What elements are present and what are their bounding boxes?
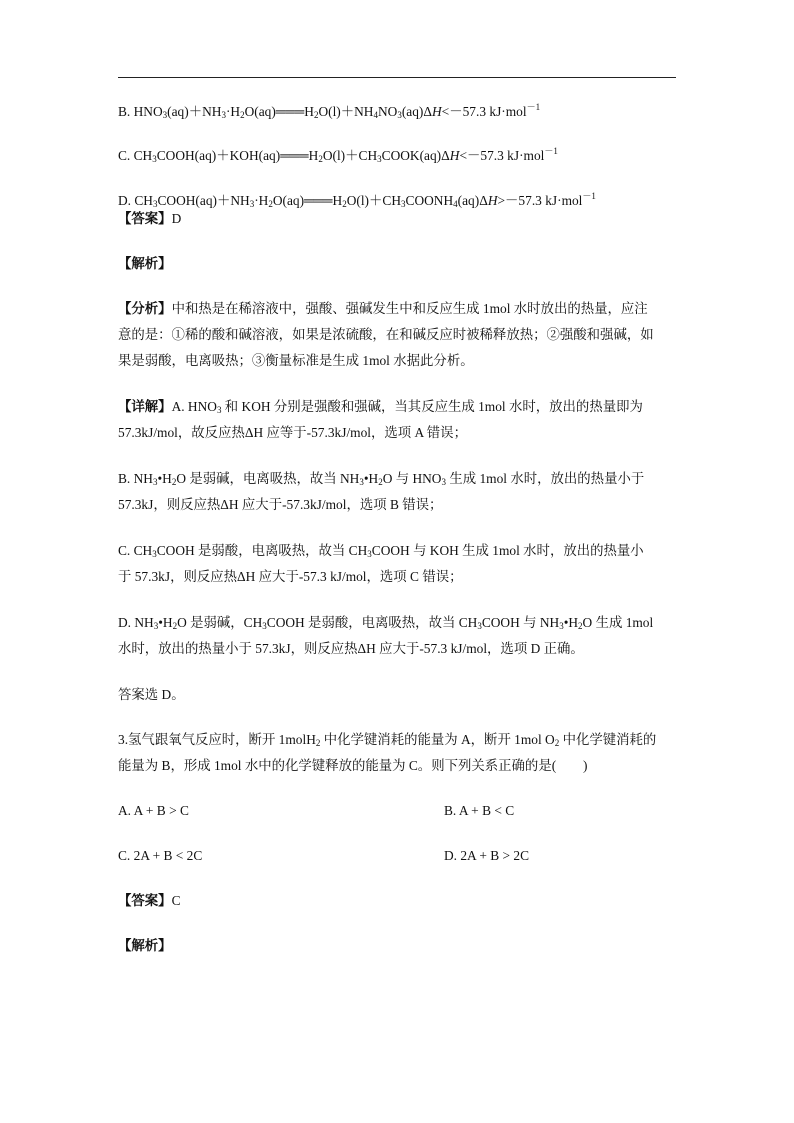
option-b-equation: B. $HNO_3(aq)+NH_3\cdot H_2O(aq)═══H_2O(l)+NH_4NO_3(aq)\Delta H<-57.3$ kJ·mol$^{-1}$ [118, 102, 541, 120]
answer-value: C [171, 893, 181, 908]
answer-line-2 [118, 892, 181, 910]
answer-tag: 【答案】 [118, 211, 172, 226]
xiangjie-b-line-2: 57.3kJ，则反应热ΔH 应大于-57.3kJ/mol，选项 B 错误； [118, 497, 443, 512]
header-rule [118, 77, 676, 78]
xiangjie-d-line-1: D. $NH_3•H_2O$ 是弱碱，$CH_3COOH$ 是弱酸，电离吸热，故当 $CH_3COOH$ 与 $NH_3•H_2O$ 生成 1mol [118, 615, 654, 631]
fenxi-line-2: 意的是：①稀的酸和碱溶液，如果是浓硫酸，在和碱反应时被稀释放热；②强酸和强碱，如 [118, 327, 654, 342]
analysis-tag-2: 【解析】 [118, 938, 172, 953]
answer-value: D [171, 211, 182, 226]
xiangjie-c-line-1: C. $CH_3COOH$ 是弱酸，电离吸热，故当 $CH_3COOH$ 与 KOH 生成 1mol 水时，放出的热量小 [118, 543, 644, 559]
option-d-equation: D. $CH_3COOH(aq)+NH_3\cdot H_2O(aq)═══H_2O(l)+CH_3COONH_4(aq)\Delta H>-57.3$ kJ·mol$^{-1}$ [118, 191, 596, 209]
answer-line-1 [118, 210, 181, 228]
xiangjie-d-line-2: 水时，放出的热量小于 57.3kJ，则反应热ΔH 应大于-57.3 kJ/mol，选项 D 正确。 [118, 641, 584, 656]
conclusion-line: 答案选 D。 [118, 687, 185, 702]
analysis-tag-1: 【解析】 [118, 256, 172, 271]
question-3-line-2: 能量为 B，形成 1mol 水中的化学键释放的能量为 C。则下列关系正确的是( ) [118, 758, 588, 773]
fenxi-line-1: 【分析】中和热是在稀溶液中，强酸、强碱发生中和反应生成 1mol 水时放出的热量，应注 [118, 301, 648, 316]
xiangjie-b-line-1: B. $NH_3•H_2O$ 是弱碱，电离吸热，故当 $NH_3•H_2O$ 与 $HNO_3$ 生成 1mol 水时，放出的热量小于 [118, 471, 645, 487]
question-3-option-c: C. 2A + B < 2C [118, 848, 203, 863]
answer-tag: 【答案】 [118, 893, 172, 908]
question-3-option-a: A. A + B > C [118, 803, 189, 818]
question-3-option-b: B. A + B < C [444, 803, 515, 818]
option-c-equation: C. $CH_3COOH(aq)+KOH(aq)═══H_2O(l)+CH_3COOK(aq)\Delta H<-57.3$ kJ·mol$^{-1}$ [118, 146, 558, 164]
xiangjie-a-line-1: 【详解】A. $HNO_3$ 和 KOH 分别是强酸和强碱，当其反应生成 1mol 水时，放出的热量即为 [118, 399, 643, 415]
xiangjie-a-line-2: 57.3kJ/mol，故反应热ΔH 应等于-57.3kJ/mol，选项 A 错误； [118, 425, 467, 440]
question-3-line-1: 3.氢气跟氧气反应时，断开 1molH$_2$ 中化学键消耗的能量为 A，断开 1mol $O_2$ 中化学键消耗的 [118, 732, 657, 748]
question-3-option-d: D. 2A + B > 2C [444, 848, 530, 863]
xiangjie-c-line-2: 于 57.3kJ，则反应热ΔH 应大于-57.3 kJ/mol，选项 C 错误； [118, 569, 463, 584]
fenxi-line-3: 果是弱酸，电离吸热；③衡量标准是生成 1mol 水据此分析。 [118, 353, 474, 368]
